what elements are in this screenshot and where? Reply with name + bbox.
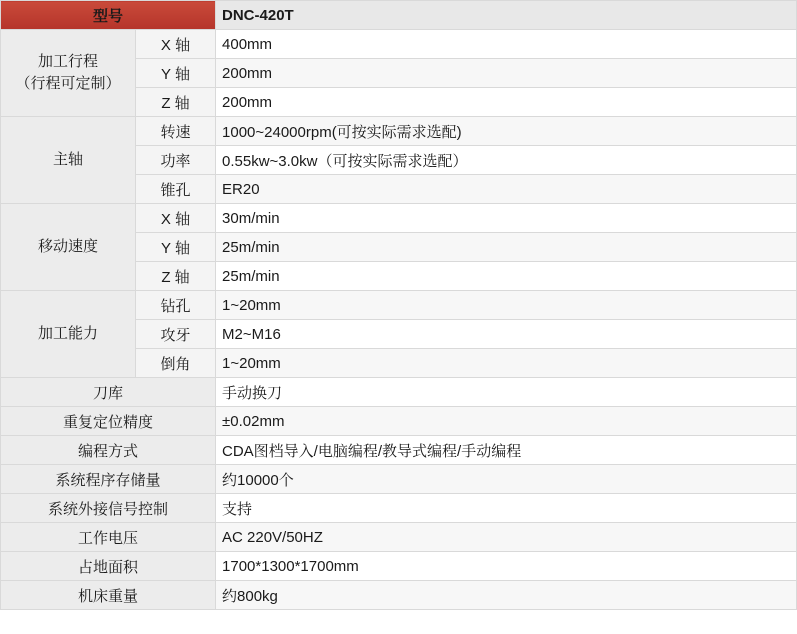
table-row [1, 465, 797, 494]
sub-label: 功率 [136, 146, 216, 175]
spec-label: 工作电压 [1, 523, 216, 552]
spec-value: 约800kg [216, 581, 797, 610]
spec-value: AC 220V/50HZ [216, 523, 797, 552]
sub-label: 倒角 [136, 349, 216, 378]
spec-value: 支持 [216, 494, 797, 523]
group-label-spindle: 主轴 [1, 117, 136, 204]
group-label-capacity: 加工能力 [1, 291, 136, 378]
table-row [1, 30, 797, 59]
table-row [1, 407, 797, 436]
spec-value: ER20 [216, 175, 797, 204]
spec-value: M2~M16 [216, 320, 797, 349]
spec-value: 1000~24000rpm(可按实际需求选配) [216, 117, 797, 146]
model-value: DNC-420T [216, 1, 797, 30]
group-label-feed-rate: 移动速度 [1, 204, 136, 291]
spec-label: 占地面积 [1, 552, 216, 581]
spec-label: 系统外接信号控制 [1, 494, 216, 523]
table-header-row [1, 1, 797, 30]
group-label-line2: （行程可定制） [15, 75, 121, 92]
spec-value: 1700*1300*1700mm [216, 552, 797, 581]
table-row [1, 436, 797, 465]
spec-value: ±0.02mm [216, 407, 797, 436]
table-row [1, 523, 797, 552]
sub-label: X 轴 [136, 204, 216, 233]
spec-label: 刀库 [1, 378, 216, 407]
sub-label: Y 轴 [136, 233, 216, 262]
spec-label: 重复定位精度 [1, 407, 216, 436]
sub-label: 攻牙 [136, 320, 216, 349]
spec-value: 手动换刀 [216, 378, 797, 407]
sub-label: Z 轴 [136, 88, 216, 117]
table-row [1, 291, 797, 320]
spec-value: CDA图档导入/电脑编程/教导式编程/手动编程 [216, 436, 797, 465]
table-row [1, 117, 797, 146]
group-label-travel [1, 30, 136, 117]
table-row [1, 494, 797, 523]
table-row [1, 552, 797, 581]
spec-label: 编程方式 [1, 436, 216, 465]
spec-value: 200mm [216, 88, 797, 117]
spec-label: 系统程序存储量 [1, 465, 216, 494]
sub-label: 钻孔 [136, 291, 216, 320]
spec-value: 400mm [216, 30, 797, 59]
spec-value: 1~20mm [216, 349, 797, 378]
spec-value: 25m/min [216, 262, 797, 291]
model-label: 型号 [1, 1, 216, 30]
spec-value: 约10000个 [216, 465, 797, 494]
spec-value: 0.55kw~3.0kw（可按实际需求选配） [216, 146, 797, 175]
spec-value: 30m/min [216, 204, 797, 233]
table-row [1, 581, 797, 610]
sub-label: Y 轴 [136, 59, 216, 88]
spec-value: 25m/min [216, 233, 797, 262]
table-row [1, 204, 797, 233]
table-row [1, 378, 797, 407]
spec-value: 1~20mm [216, 291, 797, 320]
sub-label: Z 轴 [136, 262, 216, 291]
group-label-line1: 加工行程 [37, 53, 98, 71]
sub-label: 转速 [136, 117, 216, 146]
spec-value: 200mm [216, 59, 797, 88]
spec-label: 机床重量 [1, 581, 216, 610]
sub-label: 锥孔 [136, 175, 216, 204]
sub-label: X 轴 [136, 30, 216, 59]
